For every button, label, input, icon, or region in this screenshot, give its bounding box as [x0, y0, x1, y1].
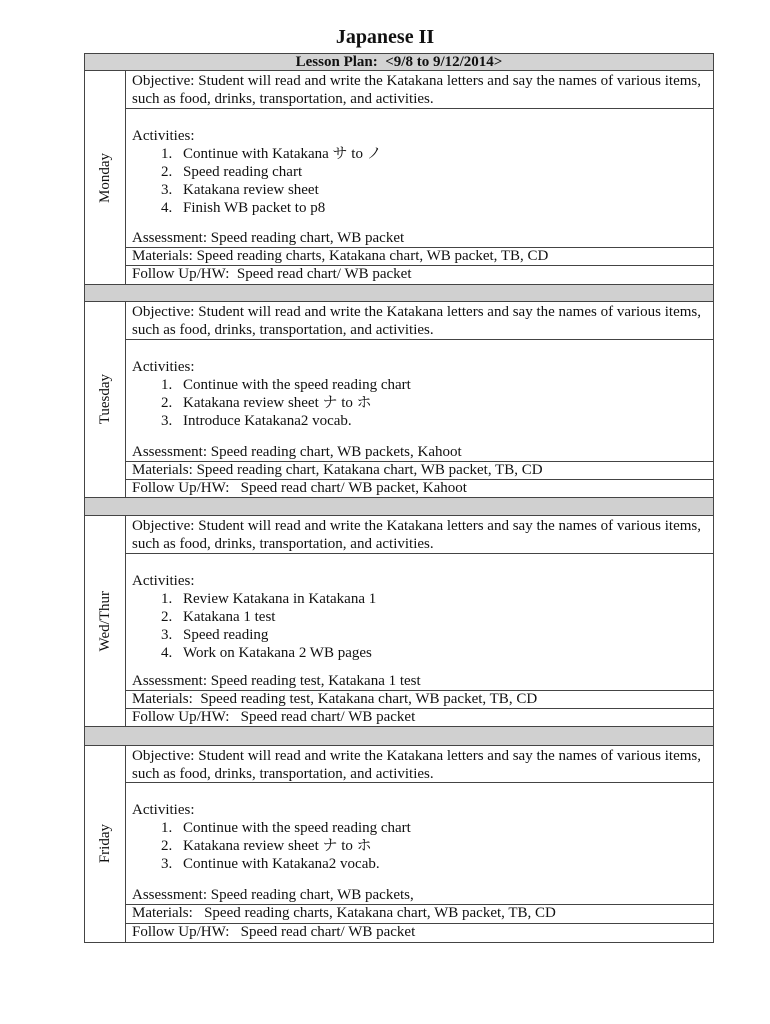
- activity-number: 2.: [161, 609, 173, 625]
- separator-row: [85, 498, 713, 516]
- follow-up-hw: Follow Up/HW: Speed read chart/ WB packet: [132, 709, 416, 725]
- activity-item: [132, 412, 711, 430]
- activity-text: Review Katakana in Katakana 1: [183, 591, 377, 607]
- activity-item: [132, 199, 711, 217]
- day-content: [126, 302, 713, 497]
- activity-text: Speed reading: [183, 627, 269, 643]
- materials: Materials: Speed reading test, Katakana chart, WB packet, TB, CD: [126, 691, 713, 709]
- activity-text: Finish WB packet to p8: [183, 200, 326, 216]
- day-section-monday: [85, 71, 713, 285]
- activity-text: Katakana review sheet ナ to ホ: [183, 838, 372, 854]
- assessment: Assessment: Speed reading chart, WB packets, Kahoot: [132, 444, 462, 460]
- activity-item: [132, 855, 711, 873]
- assessment: Assessment: Speed reading test, Katakana 1 test: [132, 673, 421, 689]
- activity-item: [132, 376, 711, 394]
- activity-number: 2.: [161, 395, 173, 411]
- activities-cell: [126, 783, 713, 905]
- day-label-cell: [85, 746, 126, 942]
- follow-up-hw: Follow Up/HW: Speed read chart/ WB packet: [132, 924, 416, 940]
- activity-item: [132, 644, 711, 662]
- activity-text: Continue with the speed reading chart: [183, 377, 411, 393]
- activity-item: [132, 590, 711, 608]
- activity-number: 1.: [161, 377, 173, 393]
- activity-number: 3.: [161, 627, 173, 643]
- activities-cell: [126, 340, 713, 462]
- day-label-wed-thur: Wed/Thur: [97, 590, 113, 652]
- separator-row: [85, 727, 713, 746]
- day-label-tuesday: Tuesday: [97, 374, 113, 425]
- day-content: [126, 746, 713, 942]
- day-content: [126, 516, 713, 726]
- activity-number: 3.: [161, 413, 173, 429]
- activity-number: 1.: [161, 146, 173, 162]
- activities-label: Activities:: [132, 128, 195, 144]
- lesson-plan-table: [84, 53, 714, 943]
- activity-item: [132, 181, 711, 199]
- objective: Objective: Student will read and write the Katakana letters and say the names of various items, such as food, drinks, transportation, and activities.: [126, 71, 713, 109]
- activities-label: Activities:: [132, 802, 195, 818]
- activity-number: 1.: [161, 591, 173, 607]
- activity-item: [132, 394, 711, 412]
- activity-number: 1.: [161, 820, 173, 836]
- activity-text: Katakana review sheet ナ to ホ: [183, 395, 372, 411]
- separator-row: [85, 285, 713, 302]
- activities-label: Activities:: [132, 359, 195, 375]
- activity-text: Katakana 1 test: [183, 609, 276, 625]
- activity-number: 3.: [161, 182, 173, 198]
- activity-item: [132, 626, 711, 644]
- activity-text: Introduce Katakana2 vocab.: [183, 413, 352, 429]
- follow-up-hw: Follow Up/HW: Speed read chart/ WB packet: [132, 266, 412, 282]
- activity-number: 4.: [161, 645, 173, 661]
- lesson-plan-header: Lesson Plan: <9/8 to 9/12/2014>: [85, 54, 713, 71]
- objective: Objective: Student will read and write the Katakana letters and say the names of various items, such as food, drinks, transportation, and activities.: [126, 302, 713, 340]
- activity-number: 2.: [161, 164, 173, 180]
- follow-up-hw: Follow Up/HW: Speed read chart/ WB packet, Kahoot: [132, 480, 467, 496]
- activity-item: [132, 163, 711, 181]
- assessment: Assessment: Speed reading chart, WB packets,: [132, 887, 414, 903]
- day-label-cell: [85, 516, 126, 726]
- activity-text: Work on Katakana 2 WB pages: [183, 645, 372, 661]
- activity-text: Continue with the speed reading chart: [183, 820, 411, 836]
- materials: Materials: Speed reading charts, Katakana chart, WB packet, TB, CD: [126, 248, 713, 266]
- activity-item: [132, 608, 711, 626]
- objective: Objective: Student will read and write the Katakana letters and say the names of various items, such as food, drinks, transportation, and activities.: [126, 516, 713, 554]
- activity-number: 4.: [161, 200, 173, 216]
- materials: Materials: Speed reading charts, Katakana chart, WB packet, TB, CD: [126, 905, 713, 924]
- day-section-wed-thur: [85, 516, 713, 727]
- materials: Materials: Speed reading chart, Katakana chart, WB packet, TB, CD: [126, 462, 713, 480]
- assessment: Assessment: Speed reading chart, WB packet: [132, 230, 405, 246]
- activity-text: Speed reading chart: [183, 164, 303, 180]
- day-label-cell: [85, 71, 126, 284]
- document-title: Japanese II: [335, 26, 435, 48]
- day-section-tuesday: [85, 302, 713, 498]
- activities-cell: [126, 554, 713, 691]
- objective: Objective: Student will read and write the Katakana letters and say the names of various items, such as food, drinks, transportation, and activities.: [126, 746, 713, 783]
- activity-item: [132, 145, 711, 163]
- day-content: [126, 71, 713, 284]
- day-label-friday: Friday: [97, 824, 113, 864]
- activity-item: [132, 837, 711, 855]
- day-label-monday: Monday: [97, 152, 113, 203]
- day-label-cell: [85, 302, 126, 497]
- activity-number: 2.: [161, 838, 173, 854]
- day-section-friday: [85, 746, 713, 942]
- activities-cell: [126, 109, 713, 248]
- activity-item: [132, 819, 711, 837]
- activity-text: Continue with Katakana2 vocab.: [183, 856, 380, 872]
- activity-text: Katakana review sheet: [183, 182, 319, 198]
- activity-number: 3.: [161, 856, 173, 872]
- activity-text: Continue with Katakana サ to ノ: [183, 146, 382, 162]
- activities-label: Activities:: [132, 573, 195, 589]
